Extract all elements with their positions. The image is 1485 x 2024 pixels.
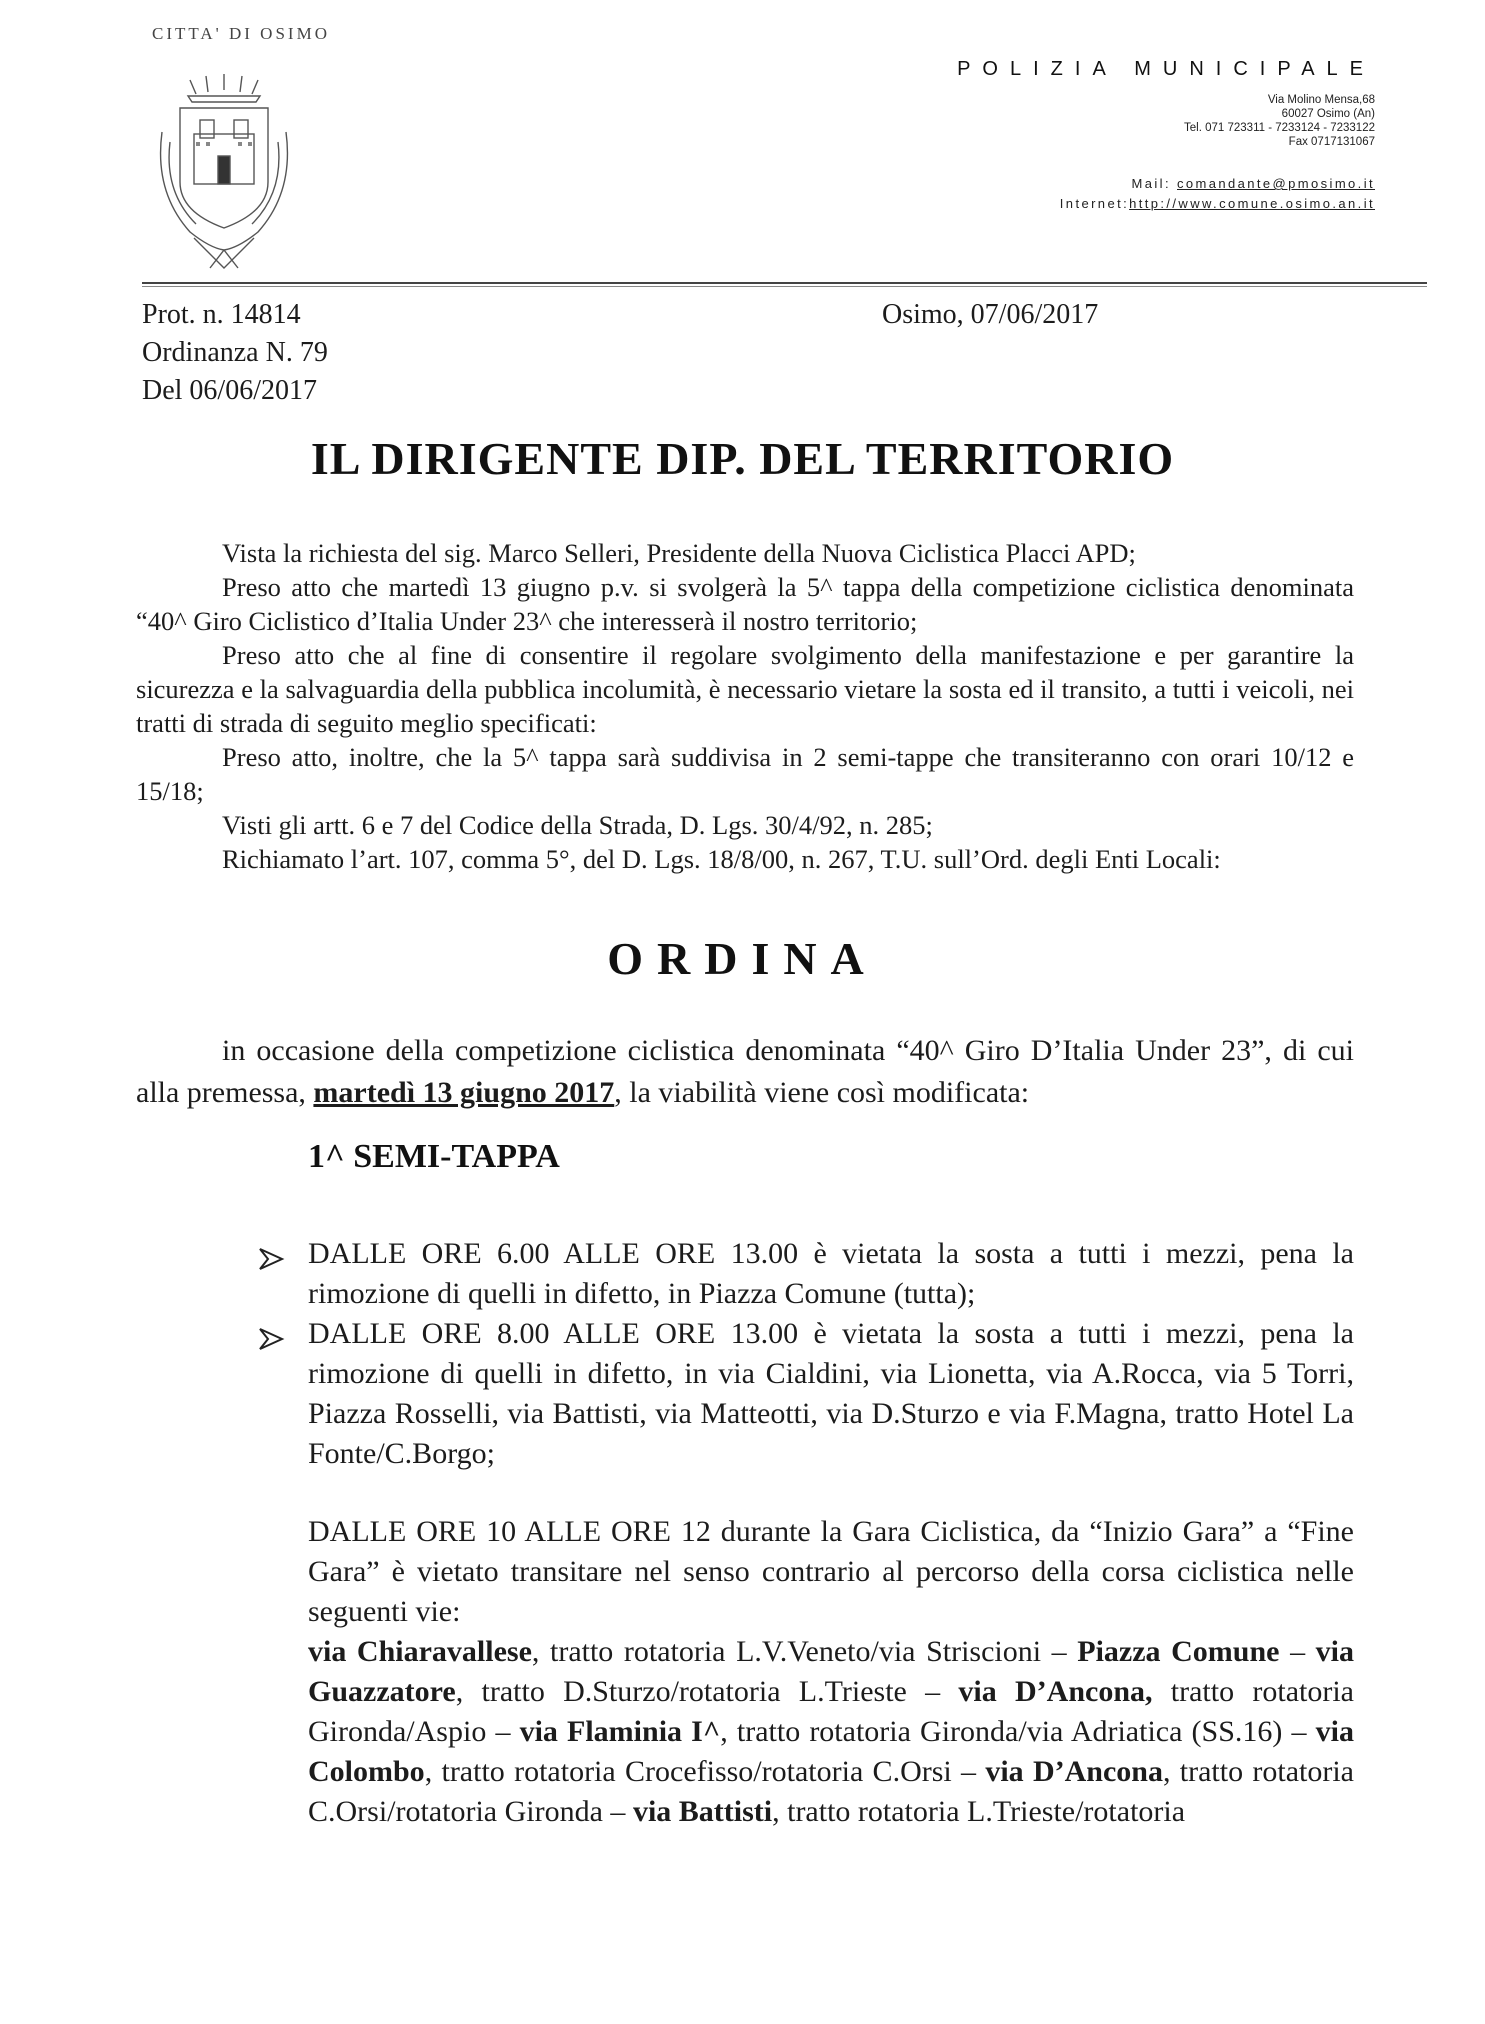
- office-phone: Tel. 071 723311 - 7233124 - 7233122: [1184, 122, 1375, 134]
- document-title: IL DIRIGENTE DIP. DEL TERRITORIO: [310, 433, 1175, 484]
- premise-6: Richiamato l’art. 107, comma 5°, del D. Lgs. 18/8/00, n. 267, T.U. sull’Ord. degli Enti Locali:: [222, 844, 1221, 874]
- premise-4: Preso atto, inoltre, che la 5^ tappa sarà suddivisa in 2 semi-tappe che transiteranno con orari 10/12 e 15/18;: [136, 742, 1354, 806]
- premise-1: Vista la richiesta del sig. Marco Selleri, Presidente della Nuova Ciclistica Placci APD;: [222, 538, 1136, 568]
- route-segment: , tratto rotatoria L.Trieste/rotatoria: [772, 1795, 1186, 1828]
- premise-5: Visti gli artt. 6 e 7 del Codice della Strada, D. Lgs. 30/4/92, n. 285;: [222, 810, 933, 840]
- mail-label: Mail:: [1131, 176, 1171, 191]
- city-heading: CITTA' DI OSIMO: [152, 24, 330, 43]
- route-segment: tratto rotatoria Gironda/Aspio –: [308, 1675, 1354, 1748]
- ordinance-intro: [136, 1030, 1354, 1114]
- arrow-bullet-icon: [256, 1324, 286, 1354]
- office-internet: [1060, 196, 1375, 211]
- route-street: via Chiaravallese: [308, 1635, 532, 1668]
- route-segment: , tratto rotatoria C.Orsi/rotatoria Gironda –: [308, 1755, 1354, 1828]
- route-segment: , tratto rotatoria Crocefisso/rotatoria C.Orsi –: [424, 1755, 986, 1788]
- ordina-heading: ORDINA: [607, 933, 878, 984]
- city-crest-icon: [150, 72, 298, 272]
- route-street: via D’Ancona: [985, 1755, 1163, 1788]
- route-list: [308, 1632, 1354, 1832]
- protocol-number: Prot. n. 14814: [142, 299, 301, 330]
- route-segment: , tratto D.Sturzo/rotatoria L.Trieste –: [455, 1675, 959, 1708]
- office-mail: [1132, 176, 1375, 191]
- intro-text: in occasione della competizione ciclistica denominata “40^ Giro D’Italia Under 23”, di cui alla premessa,: [136, 1034, 1354, 1109]
- intro-text-end: , la viabilità viene così modificata:: [614, 1076, 1030, 1109]
- premise-3: Preso atto che al fine di consentire il regolare svolgimento della manifestazione e per garantire la sicurezza e la salvaguardia della pubblica incolumità, è necessario vietare la sosta ed il transito, a tutti i veicoli, nei tratti di strada di seguito meglio specificati:: [136, 640, 1354, 738]
- office-fax: Fax 0717131067: [1288, 136, 1375, 148]
- office-street: Via Molino Mensa,68: [1267, 94, 1375, 106]
- route-street: via Flaminia I^: [519, 1715, 721, 1748]
- internet-label: Internet:: [1059, 196, 1130, 211]
- bullet-item-2: DALLE ORE 8.00 ALLE ORE 13.00 è vietata la sosta a tutti i mezzi, pena la rimozione di quelli in difetto, in via Cialdini, via Lionetta, via A.Rocca, via 5 Torri, Piazza Rosselli, via Battisti, via Matteotti, via D.Sturzo e via F.Magna, tratto Hotel La Fonte/C.Borgo;: [308, 1317, 1354, 1470]
- route-segment: , tratto rotatoria L.V.Veneto/via Striscioni –: [531, 1635, 1078, 1668]
- route-segment: –: [1279, 1635, 1316, 1668]
- route-segment: , tratto rotatoria Gironda/via Adriatica (SS.16) –: [720, 1715, 1316, 1748]
- transit-restriction: DALLE ORE 10 ALLE ORE 12 durante la Gara Ciclistica, da “Inizio Gara” a “Fine Gara” è vietato transitare nel senso contrario al percorso della corsa ciclistica nelle seguenti vie:: [308, 1515, 1354, 1628]
- route-street: via D’Ancona,: [958, 1675, 1153, 1708]
- document-date: Osimo, 07/06/2017: [882, 299, 1099, 330]
- route-street: via Colombo: [308, 1715, 1354, 1788]
- internet-link[interactable]: http://www.comune.osimo.an.it: [1129, 196, 1375, 211]
- ordinance-date: Del 06/06/2017: [142, 375, 317, 406]
- office-title: POLIZIA MUNICIPALE: [957, 58, 1375, 80]
- premise-2: Preso atto che martedì 13 giugno p.v. si svolgerà la 5^ tappa della competizione ciclistica denominata “40^ Giro Ciclistico d’Italia Under 23^ che interesserà il nostro territorio;: [136, 572, 1354, 636]
- office-city: 60027 Osimo (An): [1281, 108, 1375, 120]
- route-street: via Guazzatore: [308, 1635, 1354, 1708]
- semi-tappa-heading: 1^ SEMI-TAPPA: [308, 1138, 560, 1175]
- document-meta: [142, 296, 328, 410]
- ordinance-number: Ordinanza N. 79: [142, 337, 328, 368]
- intro-date: martedì 13 giugno 2017: [313, 1076, 615, 1109]
- mail-link[interactable]: comandante@pmosimo.it: [1177, 176, 1375, 191]
- bullet-item-1: DALLE ORE 6.00 ALLE ORE 13.00 è vietata la sosta a tutti i mezzi, pena la rimozione di quelli in difetto, in Piazza Comune (tutta);: [308, 1237, 1354, 1310]
- header-rule-top: [142, 282, 1427, 284]
- route-street: Piazza Comune: [1077, 1635, 1280, 1668]
- arrow-bullet-icon: [256, 1244, 286, 1274]
- route-street: via Battisti: [632, 1795, 773, 1828]
- header-rule-bottom: [142, 286, 1427, 287]
